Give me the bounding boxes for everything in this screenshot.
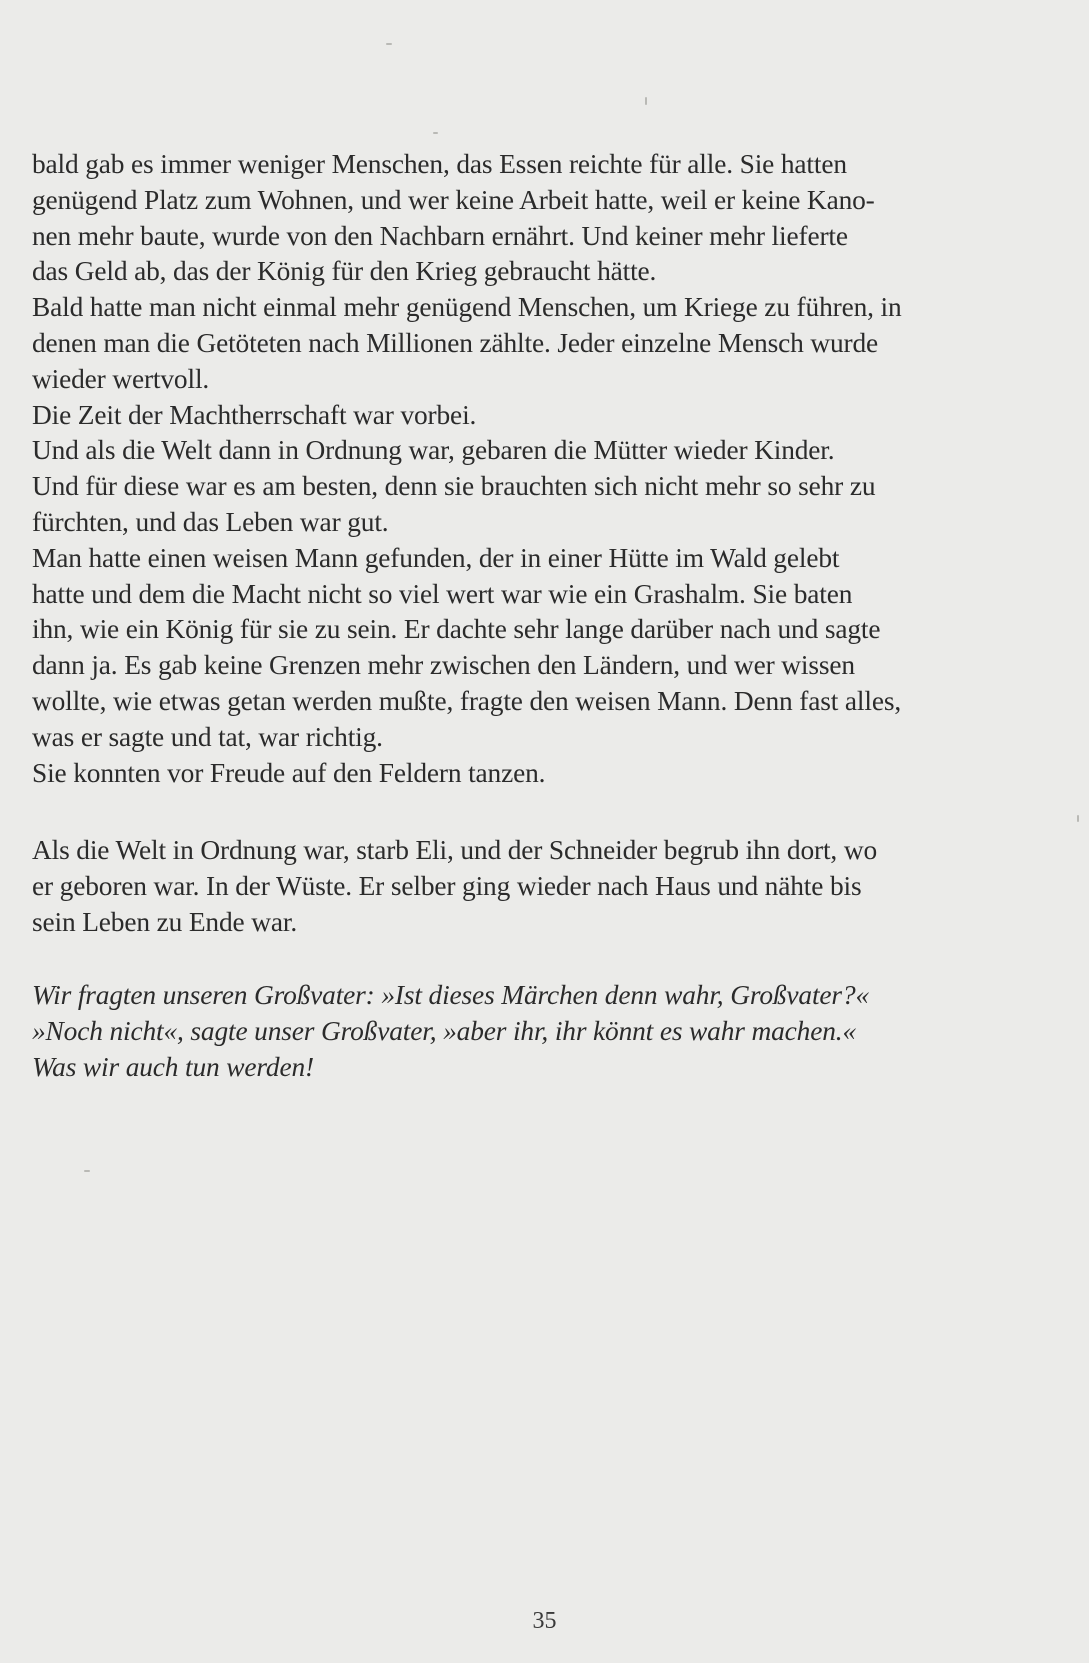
text-line: genügend Platz zum Wohnen, und wer keine Arbeit hatte, weil er keine Kano- xyxy=(32,184,875,215)
page-number: 35 xyxy=(532,1608,557,1634)
text-line: Bald hatte man nicht einmal mehr genügend Menschen, um Kriege zu führen, in xyxy=(32,292,902,323)
frame-story-italic xyxy=(32,978,1042,1085)
text-line: denen man die Getöteten nach Millionen zählte. Jeder einzelne Mensch wurde xyxy=(32,327,879,358)
text-line: was er sagte und tat, war richtig. xyxy=(32,721,383,752)
italic-line: Wir fragten unseren Großvater: »Ist dieses Märchen denn wahr, Großvater?« xyxy=(32,980,870,1010)
text-line: das Geld ab, das der König für den Krieg gebraucht hätte. xyxy=(32,256,657,287)
main-paragraphs xyxy=(32,147,1042,791)
text-line: sein Leben zu Ende war. xyxy=(32,906,298,937)
text-line: Als die Welt in Ordnung war, starb Eli, und der Schneider begrub ihn dort, wo xyxy=(32,835,877,865)
ending-paragraph xyxy=(32,833,1042,940)
text-line: ihn, wie ein König für sie zu sein. Er dachte sehr lange darüber nach und sagte xyxy=(32,614,881,645)
text-line: hatte und dem die Macht nicht so viel wert war wie ein Grashalm. Sie baten xyxy=(32,578,853,609)
text-line: bald gab es immer weniger Menschen, das Essen reichte für alle. Sie hatten xyxy=(32,149,847,179)
text-line: Und als die Welt dann in Ordnung war, gebaren die Mütter wieder Kinder. xyxy=(32,435,835,466)
italic-line: Was wir auch tun werden! xyxy=(32,1051,314,1082)
paper-speck xyxy=(433,132,438,134)
text-line: Man hatte einen weisen Mann gefunden, der in einer Hütte im Wald gelebt xyxy=(32,542,840,573)
paper-speck xyxy=(386,43,392,45)
text-line: Und für diese war es am besten, denn sie brauchten sich nicht mehr so sehr zu xyxy=(32,471,876,502)
italic-line: »Noch nicht«, sagte unser Großvater, »aber ihr, ihr könnt es wahr machen.« xyxy=(32,1015,856,1046)
text-line: er geboren war. In der Wüste. Er selber ging wieder nach Haus und nähte bis xyxy=(32,870,862,901)
paper-speck xyxy=(84,1170,90,1172)
paper-speck xyxy=(1077,815,1079,822)
text-line: wieder wertvoll. xyxy=(32,363,210,394)
text-line: nen mehr baute, wurde von den Nachbarn ernährt. Und keiner mehr lieferte xyxy=(32,220,848,251)
text-line: fürchten, und das Leben war gut. xyxy=(32,506,389,537)
text-line: dann ja. Es gab keine Grenzen mehr zwischen den Ländern, und wer wissen xyxy=(32,650,855,681)
text-line: Sie konnten vor Freude auf den Feldern tanzen. xyxy=(32,757,546,788)
paper-speck xyxy=(645,97,647,105)
text-line: wollte, wie etwas getan werden mußte, fragte den weisen Mann. Denn fast alles, xyxy=(32,685,902,716)
text-line: Die Zeit der Machtherrschaft war vorbei. xyxy=(32,399,477,430)
